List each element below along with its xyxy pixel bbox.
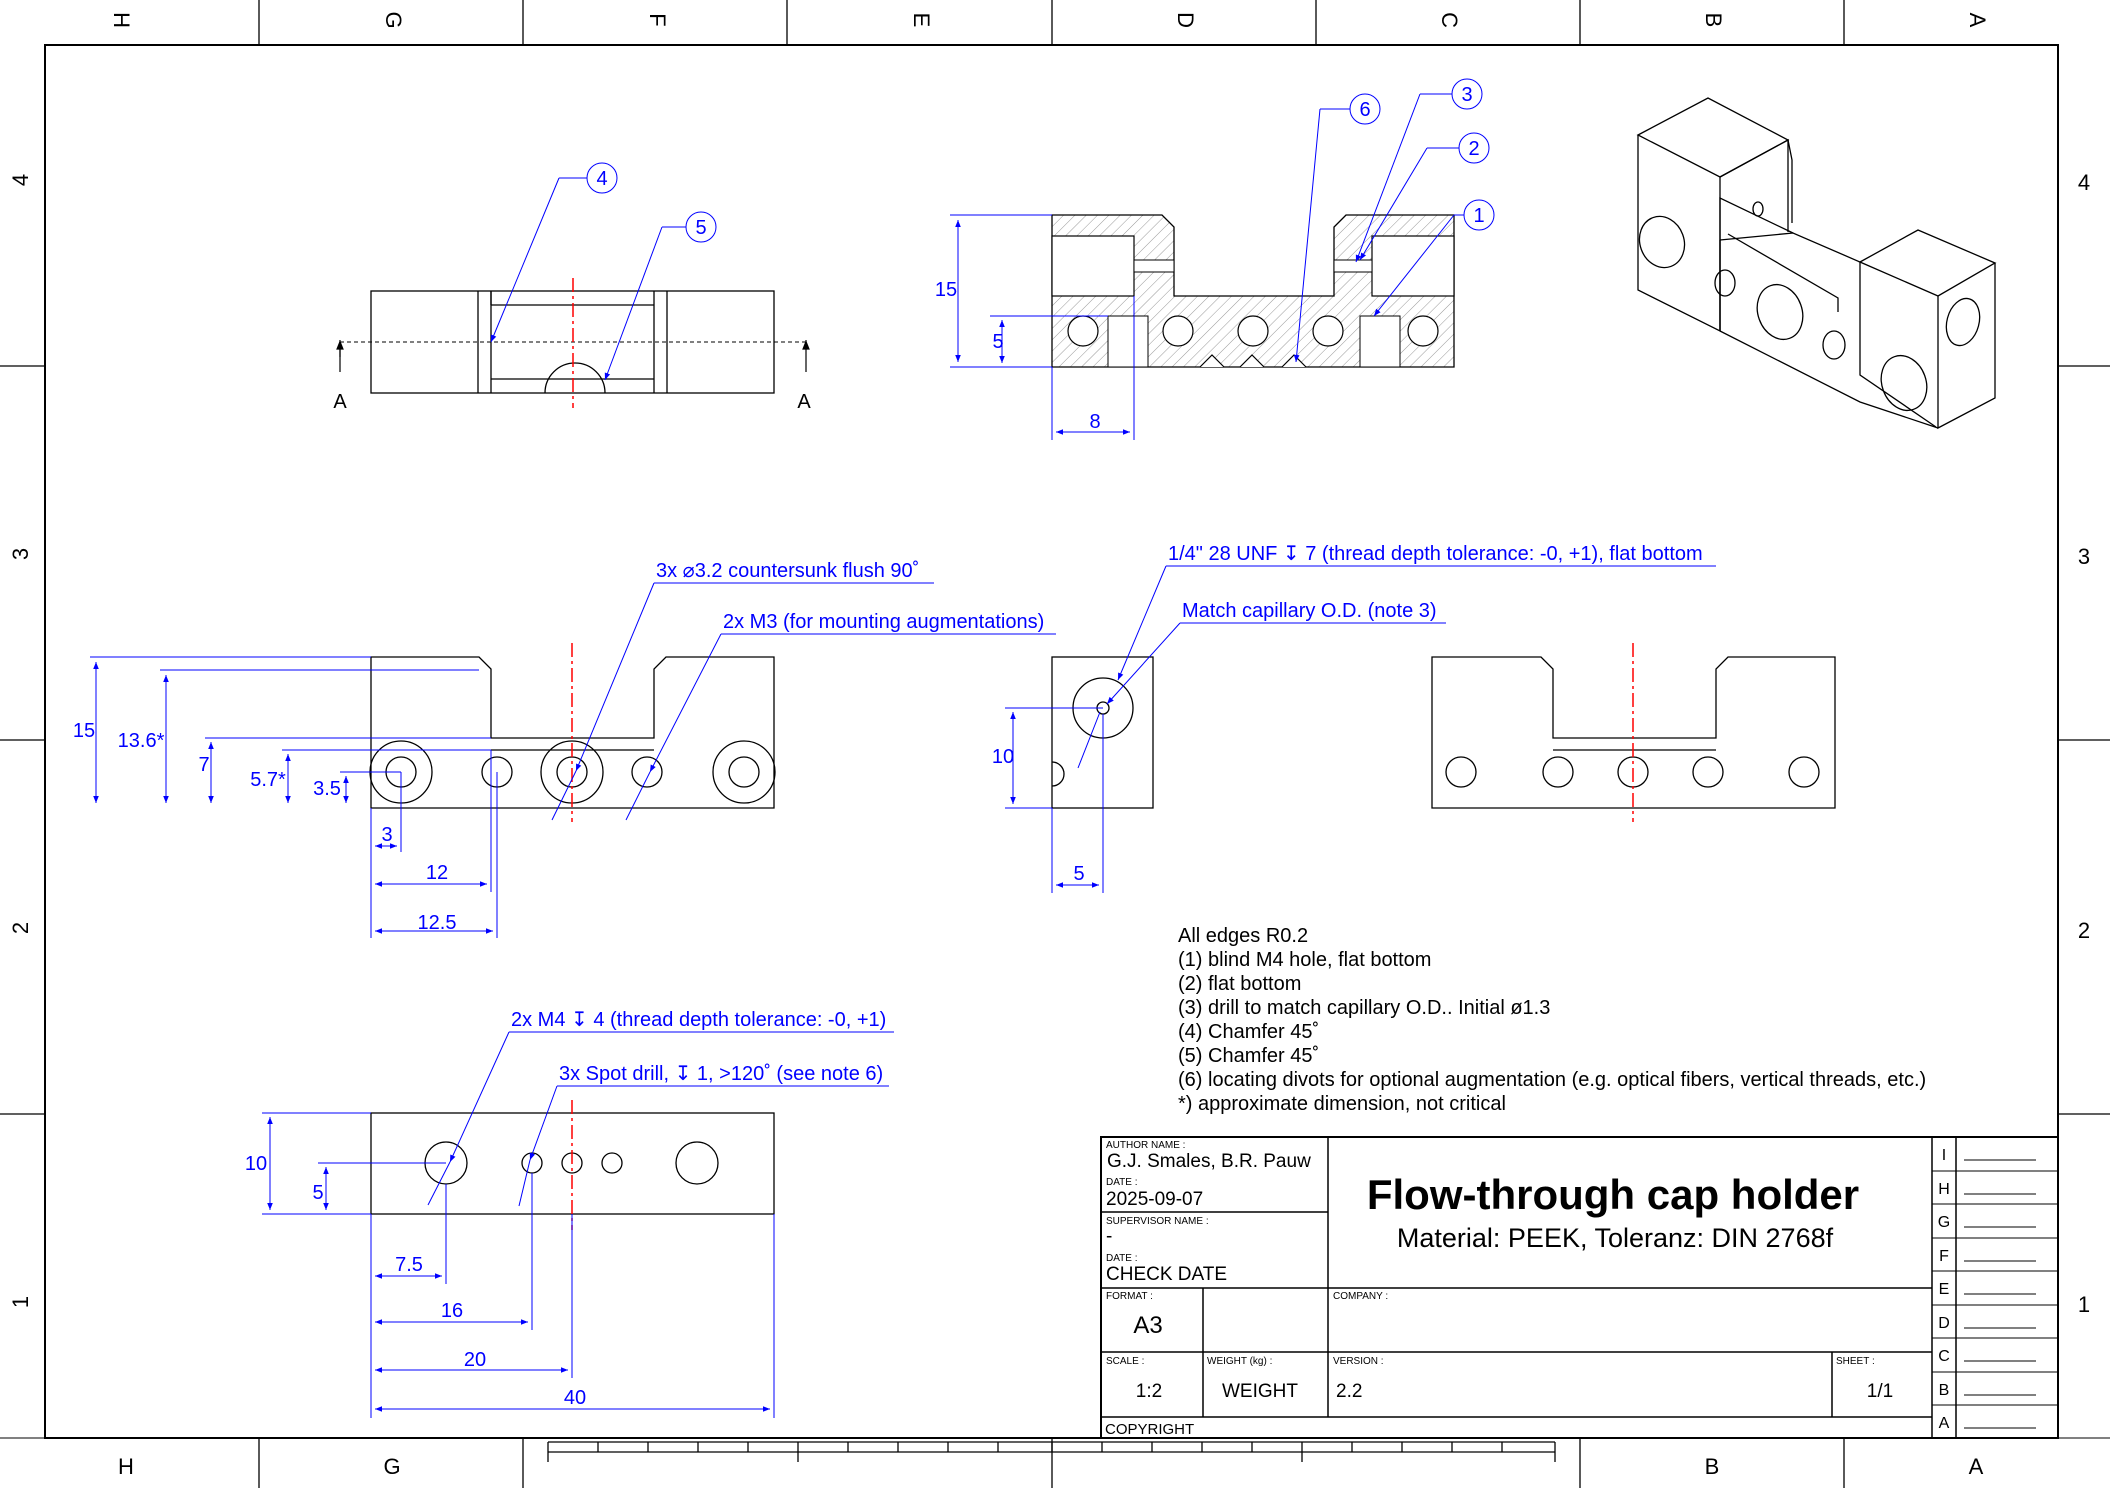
author-label: AUTHOR NAME : [1106,1140,1186,1151]
bottom-dim-16: 16 [440,1300,464,1322]
zone-right-4: 4 [2077,170,2091,195]
version-label: VERSION : [1333,1356,1384,1367]
front-dim-3: 3 [381,824,393,846]
svg-text:3: 3 [1461,84,1473,106]
weight-label: WEIGHT (kg) : [1207,1356,1273,1367]
revision-label: F [1939,1248,1949,1265]
svg-text:6: 6 [1359,99,1371,121]
svg-text:2x M3 (for mounting augmentati: 2x M3 (for mounting augmentations) [723,611,1045,633]
section-width-dim: 8 [1089,411,1101,433]
drawing-date: 2025-09-07 [1106,1189,1204,1210]
note-line: *) approximate dimension, not critical [1178,1093,1506,1115]
svg-text:5: 5 [695,217,707,239]
front-dim-13-6: 13.6* [117,730,165,752]
bottom-dim-7-5: 7.5 [395,1254,423,1276]
balloon-5 [605,212,716,380]
front-dim-12: 12 [425,862,449,884]
zone-left-3: 3 [7,547,33,561]
note-line: (1) blind M4 hole, flat bottom [1178,949,1432,971]
note-line: (6) locating divots for optional augmentation (e.g. optical fibers, vertical threads, etc.) [1178,1069,1927,1091]
svg-text:1: 1 [1473,205,1485,227]
revision-label: A [1938,1415,1950,1432]
section-hole-dim: 5 [992,331,1004,353]
zone-bottom-h: H [118,1454,134,1479]
bottom-dim-5: 5 [312,1182,324,1204]
callout-countersunk [552,560,934,820]
zone-top-b: B [1701,12,1727,28]
revision-label: H [1938,1181,1950,1198]
zone-top-g: G [381,11,407,29]
zone-top-h: H [109,12,135,28]
front-dim-3-5: 3.5 [313,778,341,800]
scale-label: SCALE : [1106,1356,1145,1367]
side-view [992,657,1153,893]
callout-spot-drill [519,1063,889,1206]
section-mark-right: A [797,391,811,413]
revision-label: D [1938,1315,1950,1332]
zone-right-3: 3 [2077,544,2091,569]
drawing-subtitle: Material: PEEK, Toleranz: DIN 2768f [1396,1223,1834,1253]
front-dim-5-7: 5.7* [250,769,286,791]
title-block [1101,1137,2058,1438]
svg-text:4: 4 [596,168,608,190]
front-dim-15: 15 [72,720,96,742]
zone-left-4: 4 [7,173,33,187]
check-date-label: DATE : [1106,1253,1138,1264]
format-label: FORMAT : [1106,1291,1153,1302]
svg-text:2x M4 ↧ 4 (thread depth tolera: 2x M4 ↧ 4 (thread depth tolerance: -0, +1) [511,1009,887,1031]
check-date: CHECK DATE [1106,1264,1228,1285]
svg-text:3x ⌀3.2 countersunk flush 90˚: 3x ⌀3.2 countersunk flush 90˚ [656,560,920,582]
revision-label: G [1937,1214,1951,1231]
scale-value: 1:2 [1135,1381,1163,1402]
drawing-title: Flow-through cap holder [1366,1171,1860,1218]
bottom-dim-10: 10 [244,1153,268,1175]
version-value: 2.2 [1336,1381,1363,1402]
svg-text:2: 2 [1468,138,1480,160]
callout-m3 [626,611,1056,820]
isometric-view [1632,98,1995,428]
zone-left-2: 2 [7,921,33,935]
sheet-label: SHEET : [1836,1356,1875,1367]
note-line: (5) Chamfer 45˚ [1178,1045,1320,1067]
note-line: (4) Chamfer 45˚ [1178,1021,1320,1043]
zone-top-a: A [1965,12,1991,28]
date-label: DATE : [1106,1177,1138,1188]
author-name: G.J. Smales, B.R. Pauw [1107,1151,1311,1172]
bottom-dim-40: 40 [563,1387,587,1409]
balloon-4 [491,163,617,342]
company-label: COMPANY : [1333,1291,1389,1302]
front-view [73,643,775,938]
front-dim-7: 7 [198,754,210,776]
note-line: All edges R0.2 [1178,925,1309,947]
general-notes [1178,925,1926,1115]
zone-bottom-g: G [383,1454,401,1479]
zone-left-1: 1 [7,1295,33,1309]
revision-label: C [1938,1348,1950,1365]
side-dim-10: 10 [991,746,1015,768]
callout-capillary [1078,600,1446,768]
copyright: COPYRIGHT [1105,1421,1195,1438]
supervisor-label: SUPERVISOR NAME : [1106,1216,1209,1227]
section-height-dim: 15 [934,279,958,301]
bottom-dim-20: 20 [463,1349,487,1371]
rear-view [1432,643,1835,822]
zone-bottom-a: A [1968,1454,1984,1479]
zone-right-1: 1 [2077,1292,2091,1317]
format-value: A3 [1133,1312,1163,1339]
supervisor-name: - [1106,1226,1113,1247]
zone-top-f: F [645,13,671,27]
side-dim-5: 5 [1073,863,1085,885]
revision-label: I [1941,1147,1947,1164]
revision-label: E [1938,1281,1950,1298]
zone-top-d: D [1173,12,1199,28]
svg-text:Match capillary O.D. (note 3): Match capillary O.D. (note 3) [1182,600,1437,622]
zone-bottom-b: B [1704,1454,1720,1479]
revision-label: B [1938,1382,1950,1399]
weight-value: WEIGHT [1222,1381,1298,1402]
section-view [935,215,1454,440]
callout-m4 [428,1009,894,1205]
bottom-view [245,1100,774,1418]
zone-top-e: E [909,12,935,28]
note-line: (3) drill to match capillary O.D.. Initial ø1.3 [1178,997,1551,1019]
top-view [333,278,811,413]
zone-right-2: 2 [2077,918,2091,943]
section-mark-left: A [333,391,347,413]
sheet-value: 1/1 [1866,1381,1894,1402]
zone-top-c: C [1437,12,1463,28]
svg-text:1/4" 28 UNF ↧ 7 (thread depth: 1/4" 28 UNF ↧ 7 (thread depth tolerance: -0, +1), flat bottom [1168,543,1703,565]
note-line: (2) flat bottom [1178,973,1302,995]
svg-text:3x Spot drill, ↧ 1, >120˚ (see: 3x Spot drill, ↧ 1, >120˚ (see note 6) [559,1063,884,1085]
front-dim-12-5: 12.5 [417,912,457,934]
